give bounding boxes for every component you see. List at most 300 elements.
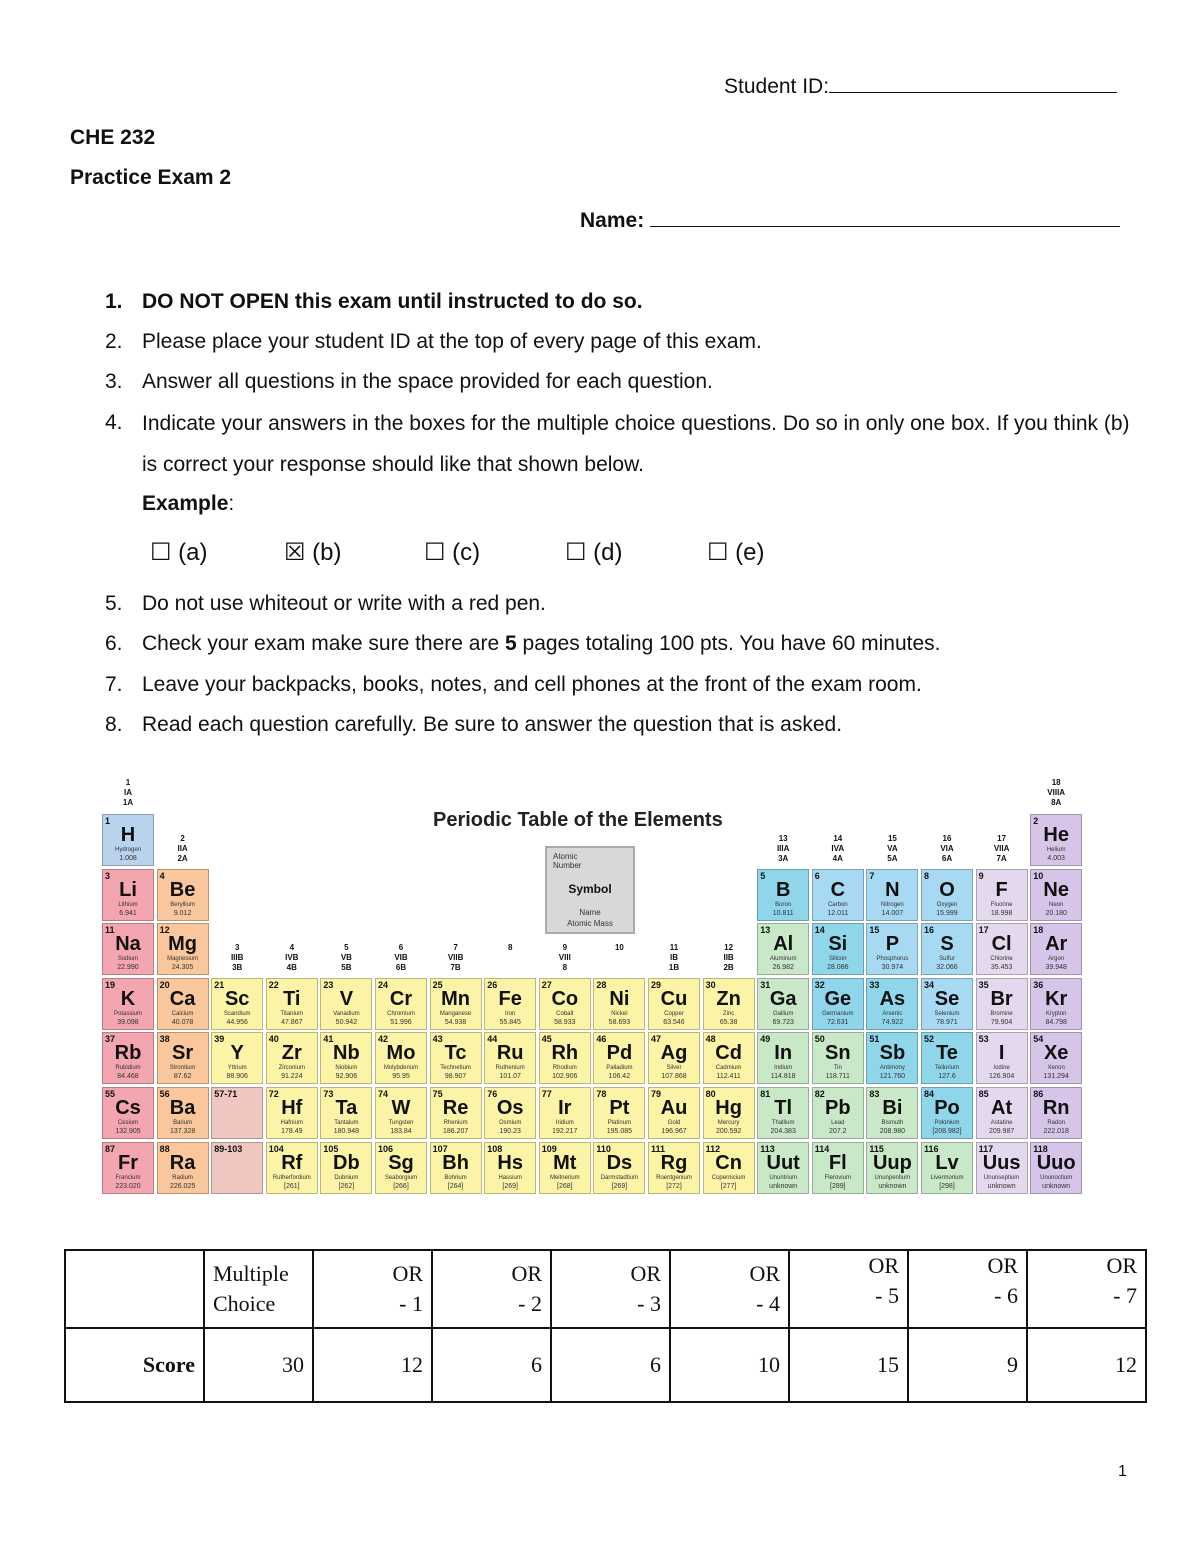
element-symbol: Mg bbox=[168, 933, 198, 956]
element-name: Magnesium bbox=[167, 956, 199, 963]
element-number: 24 bbox=[378, 979, 389, 990]
element-number: 48 bbox=[705, 1034, 716, 1045]
group-label bbox=[266, 943, 318, 973]
student-id-label: Student ID: bbox=[724, 75, 830, 98]
element-symbol: C bbox=[830, 878, 846, 901]
element-number: 41 bbox=[323, 1034, 334, 1045]
element-name: Selenium bbox=[934, 1010, 960, 1017]
element-name: Hydrogen bbox=[114, 847, 141, 853]
element-cell bbox=[866, 1142, 918, 1194]
element-cell bbox=[1030, 978, 1082, 1030]
group-label-line: 4 bbox=[289, 943, 295, 953]
element-number: 37 bbox=[105, 1034, 116, 1045]
element-name: Tungsten bbox=[388, 1120, 414, 1126]
element-mass: 10.811 bbox=[772, 909, 794, 917]
element-number: 19 bbox=[105, 979, 116, 990]
element-symbol: P bbox=[885, 933, 900, 956]
element-name: Cesium bbox=[117, 1120, 139, 1126]
element-mass: [261] bbox=[284, 1182, 300, 1190]
group-label-line: 2A bbox=[177, 854, 188, 863]
element-name: Potassium bbox=[113, 1010, 142, 1017]
group-label-line: 6 bbox=[398, 943, 404, 953]
element-cell bbox=[102, 814, 154, 866]
element-cell bbox=[593, 1087, 645, 1139]
legend-mass: Atomic Mass bbox=[567, 919, 613, 928]
element-cell bbox=[976, 869, 1028, 921]
element-mass: 39.098 bbox=[117, 1018, 139, 1026]
element-cell bbox=[757, 978, 809, 1030]
element-number: 4 bbox=[159, 870, 165, 881]
element-name: Fluorine bbox=[990, 901, 1013, 908]
element-mass: 74.922 bbox=[881, 1018, 904, 1026]
element-cell bbox=[102, 869, 154, 921]
element-symbol: Ag bbox=[660, 1042, 688, 1065]
example-choice-c: ☐ (c) bbox=[424, 539, 481, 566]
element-number: 77 bbox=[541, 1089, 552, 1099]
element-number: 80 bbox=[705, 1089, 716, 1099]
element-symbol: Ga bbox=[769, 987, 797, 1010]
group-label bbox=[703, 943, 755, 973]
element-symbol: Fl bbox=[828, 1151, 847, 1174]
element-mass: 200.592 bbox=[715, 1128, 742, 1135]
element-symbol: Hg bbox=[715, 1097, 742, 1119]
element-number: 25 bbox=[432, 979, 443, 990]
element-symbol: Ra bbox=[169, 1151, 196, 1174]
group-label bbox=[157, 834, 209, 864]
group-label-line: VIIA bbox=[993, 844, 1010, 853]
element-name: Niobium bbox=[335, 1065, 358, 1072]
periodic-table-legend bbox=[545, 846, 635, 934]
element-mass: 44.956 bbox=[226, 1018, 248, 1026]
element-name: Iron bbox=[505, 1010, 516, 1017]
element-cell bbox=[484, 1142, 536, 1194]
element-symbol: Db bbox=[333, 1151, 360, 1174]
element-name: Flerovium bbox=[824, 1174, 851, 1181]
element-symbol: Rf bbox=[281, 1151, 303, 1174]
group-label bbox=[102, 778, 154, 808]
element-name: Sodium bbox=[117, 956, 139, 963]
element-symbol: Te bbox=[936, 1042, 958, 1065]
element-symbol: Co bbox=[551, 987, 579, 1010]
element-number: 85 bbox=[978, 1089, 989, 1099]
element-cell bbox=[593, 1032, 645, 1084]
element-name: Calcium bbox=[171, 1010, 194, 1017]
group-label bbox=[648, 943, 700, 973]
element-symbol: Ne bbox=[1043, 878, 1069, 901]
element-cell bbox=[266, 1087, 318, 1139]
element-name: Lithium bbox=[118, 901, 138, 908]
element-cell bbox=[102, 923, 154, 975]
element-cell bbox=[539, 1087, 591, 1139]
element-symbol: Nb bbox=[333, 1042, 360, 1065]
group-label-line: 1B bbox=[668, 963, 680, 973]
group-label bbox=[1030, 778, 1082, 808]
element-name: Oxygen bbox=[936, 901, 958, 908]
element-number: 74 bbox=[378, 1089, 389, 1099]
element-mass: 32.066 bbox=[936, 964, 958, 972]
element-name: Dubnium bbox=[334, 1174, 359, 1181]
group-label-line: 4B bbox=[286, 963, 297, 973]
element-name: Radon bbox=[1047, 1120, 1066, 1126]
name-field[interactable] bbox=[650, 208, 1120, 227]
element-cell bbox=[703, 978, 755, 1030]
element-symbol: Ds bbox=[606, 1151, 633, 1174]
element-symbol: K bbox=[120, 987, 136, 1010]
group-label-line: IVA bbox=[831, 844, 845, 853]
element-cell bbox=[211, 1087, 263, 1139]
element-cell bbox=[757, 1032, 809, 1084]
element-cell bbox=[539, 978, 591, 1030]
element-symbol: Tl bbox=[774, 1097, 793, 1119]
course-code: CHE 232 bbox=[70, 126, 156, 149]
group-label-line: VIII bbox=[558, 953, 571, 963]
group-label-line: 12 bbox=[724, 943, 734, 953]
element-mass: 223.020 bbox=[115, 1182, 141, 1190]
element-number: 73 bbox=[323, 1089, 334, 1099]
group-label-line: VA bbox=[887, 844, 898, 853]
group-label bbox=[484, 943, 536, 953]
element-symbol: Uus bbox=[982, 1151, 1021, 1174]
group-label-line: 5A bbox=[887, 854, 898, 863]
element-name: Francium bbox=[115, 1174, 141, 1181]
element-symbol: Zn bbox=[716, 987, 741, 1010]
example-label: Example: bbox=[142, 492, 235, 515]
element-cell bbox=[757, 1142, 809, 1194]
group-label-line: 18 bbox=[1051, 778, 1061, 787]
element-cell bbox=[211, 1142, 263, 1194]
element-name: Rhenium bbox=[443, 1120, 468, 1126]
element-mass: 12.011 bbox=[827, 909, 849, 917]
element-name: Hassium bbox=[498, 1174, 522, 1181]
element-name: Darmstadtium bbox=[600, 1174, 639, 1181]
legend-name: Name bbox=[579, 908, 601, 917]
element-cell bbox=[484, 978, 536, 1030]
element-symbol: Pd bbox=[606, 1042, 633, 1065]
element-number: 104 bbox=[268, 1143, 284, 1154]
element-number: 23 bbox=[323, 979, 334, 990]
group-label-line: 2 bbox=[180, 834, 185, 843]
element-name: Xenon bbox=[1047, 1065, 1065, 1072]
score-header-or5: OR - 5 bbox=[789, 1250, 908, 1328]
element-number: 30 bbox=[705, 979, 716, 990]
element-mass: 63.546 bbox=[663, 1018, 685, 1026]
element-name: Boron bbox=[775, 901, 792, 908]
element-mass: 84.468 bbox=[117, 1073, 139, 1081]
element-cell bbox=[648, 1087, 700, 1139]
element-name: Germanium bbox=[822, 1010, 854, 1017]
element-name: Iridium bbox=[555, 1120, 574, 1126]
score-header-or3: OR - 3 bbox=[551, 1250, 670, 1328]
element-number: 2 bbox=[1033, 816, 1039, 826]
element-number: 117 bbox=[978, 1143, 994, 1154]
group-label-line: 14 bbox=[833, 834, 843, 843]
element-number: 83 bbox=[869, 1089, 880, 1099]
group-label-line: IVB bbox=[285, 953, 299, 963]
element-number: 47 bbox=[651, 1034, 662, 1045]
element-symbol: Bi bbox=[882, 1097, 903, 1119]
element-symbol: Bh bbox=[442, 1151, 469, 1174]
element-name: Krypton bbox=[1045, 1010, 1067, 1017]
element-name: Technetium bbox=[440, 1065, 471, 1072]
element-name: Scandium bbox=[223, 1010, 251, 1017]
element-symbol: Cn bbox=[715, 1151, 742, 1174]
element-cell bbox=[539, 1142, 591, 1194]
group-label-line: 6A bbox=[941, 854, 953, 863]
exam-title: Practice Exam 2 bbox=[70, 166, 232, 189]
element-name: Gallium bbox=[773, 1010, 794, 1017]
element-number: 3 bbox=[105, 870, 111, 881]
element-number: 22 bbox=[268, 979, 279, 990]
score-or1: 12 bbox=[313, 1328, 432, 1402]
element-mass: [269] bbox=[502, 1182, 518, 1190]
element-cell bbox=[539, 1032, 591, 1084]
element-number: 106 bbox=[378, 1143, 394, 1154]
element-mass: 118.711 bbox=[825, 1073, 850, 1081]
element-name: Zirconium bbox=[278, 1065, 305, 1072]
element-name: Beryllium bbox=[170, 901, 195, 908]
element-number: 43 bbox=[432, 1034, 443, 1045]
element-symbol: Zr bbox=[281, 1042, 302, 1065]
element-symbol: N bbox=[885, 878, 900, 901]
element-symbol: Sn bbox=[825, 1042, 851, 1065]
element-mass: 114.818 bbox=[770, 1073, 796, 1081]
element-mass: 204.383 bbox=[770, 1128, 796, 1135]
element-cell bbox=[812, 869, 864, 921]
score-mc: 30 bbox=[204, 1328, 313, 1402]
score-or2: 6 bbox=[432, 1328, 551, 1402]
element-name: Polonium bbox=[934, 1120, 960, 1126]
element-number: 84 bbox=[924, 1089, 935, 1099]
element-mass: 9.012 bbox=[173, 909, 192, 917]
element-cell bbox=[320, 1087, 372, 1139]
element-number: 50 bbox=[814, 1034, 825, 1045]
group-label bbox=[976, 834, 1028, 864]
element-mass: 121.760 bbox=[879, 1073, 906, 1081]
element-mass: 28.086 bbox=[827, 964, 849, 972]
score-table bbox=[64, 1249, 1147, 1403]
element-mass: [298] bbox=[939, 1182, 955, 1190]
element-name: Bohrium bbox=[444, 1174, 467, 1181]
element-mass: 107.868 bbox=[661, 1073, 687, 1081]
group-label-line: IIA bbox=[177, 844, 188, 853]
element-mass: 55.845 bbox=[499, 1018, 521, 1026]
element-name: Rubidium bbox=[115, 1065, 141, 1072]
score-header-or1: OR - 1 bbox=[313, 1250, 432, 1328]
element-name: Carbon bbox=[827, 901, 848, 908]
example-choice-b: ☒ (b) bbox=[284, 539, 342, 566]
element-cell bbox=[976, 1087, 1028, 1139]
element-number: 111 bbox=[651, 1143, 666, 1154]
element-number: 81 bbox=[760, 1089, 771, 1099]
element-mass: 51.996 bbox=[390, 1018, 412, 1026]
element-symbol: V bbox=[339, 987, 354, 1010]
element-number: 42 bbox=[378, 1034, 389, 1045]
element-mass: 20.180 bbox=[1045, 909, 1067, 917]
element-number: 38 bbox=[159, 1034, 170, 1045]
element-symbol: Kr bbox=[1045, 987, 1068, 1010]
element-symbol: Po bbox=[934, 1097, 960, 1119]
element-mass: 183.84 bbox=[390, 1128, 412, 1135]
element-symbol: Cs bbox=[115, 1097, 141, 1119]
element-number: 27 bbox=[541, 979, 552, 990]
group-label-line: 3A bbox=[778, 854, 789, 863]
element-symbol: Sr bbox=[172, 1042, 194, 1065]
element-symbol: Mo bbox=[386, 1042, 416, 1065]
element-number: 28 bbox=[596, 979, 607, 990]
element-cell bbox=[593, 1142, 645, 1194]
element-number: 113 bbox=[760, 1143, 775, 1154]
element-name: Cadmium bbox=[715, 1065, 742, 1072]
element-mass: 14.007 bbox=[881, 909, 904, 917]
element-mass: 127.6 bbox=[938, 1073, 956, 1081]
element-symbol: Sc bbox=[224, 987, 250, 1010]
element-mass: 22.990 bbox=[117, 964, 139, 972]
element-mass: 112.411 bbox=[716, 1073, 741, 1081]
element-symbol: B bbox=[775, 878, 791, 901]
element-cell bbox=[921, 1087, 973, 1139]
element-name: Astatine bbox=[990, 1120, 1013, 1126]
group-label-line: IB bbox=[670, 953, 678, 963]
element-cell bbox=[648, 1142, 700, 1194]
element-name: Phosphorus bbox=[876, 956, 909, 963]
element-cell bbox=[757, 923, 809, 975]
element-cell bbox=[102, 978, 154, 1030]
element-number: 89-103 bbox=[214, 1143, 243, 1154]
group-label-line: 6B bbox=[395, 963, 407, 973]
element-mass: [269] bbox=[611, 1182, 628, 1190]
element-number: 46 bbox=[596, 1034, 607, 1045]
group-label-line: IIB bbox=[723, 953, 734, 963]
element-symbol: Be bbox=[169, 878, 196, 901]
element-cell bbox=[812, 1032, 864, 1084]
element-cell bbox=[320, 978, 372, 1030]
element-symbol: Pt bbox=[609, 1097, 630, 1119]
element-number: 55 bbox=[105, 1089, 116, 1099]
group-label-line: 8A bbox=[1051, 798, 1062, 807]
element-number: 36 bbox=[1033, 979, 1044, 990]
element-name: Meitnerium bbox=[549, 1174, 580, 1181]
group-label bbox=[320, 943, 372, 973]
element-mass: 30.974 bbox=[881, 964, 904, 972]
element-cell bbox=[157, 923, 209, 975]
element-cell bbox=[1030, 1087, 1082, 1139]
group-label bbox=[921, 834, 973, 864]
group-label-line: VIA bbox=[940, 844, 954, 853]
element-symbol: He bbox=[1043, 824, 1069, 846]
element-cell bbox=[484, 1087, 536, 1139]
element-name: Iodine bbox=[993, 1065, 1010, 1072]
element-name: Ununseptium bbox=[983, 1174, 1020, 1181]
element-symbol: Ge bbox=[824, 987, 852, 1010]
score-or5: 15 bbox=[789, 1328, 908, 1402]
element-number: 18 bbox=[1033, 925, 1044, 936]
periodic-table bbox=[100, 778, 1084, 1196]
student-id-field[interactable] bbox=[829, 74, 1117, 93]
element-mass: 15.999 bbox=[936, 909, 958, 917]
element-number: 14 bbox=[814, 925, 825, 936]
element-symbol: Hf bbox=[281, 1097, 303, 1119]
element-name: Mercury bbox=[717, 1120, 740, 1126]
element-mass: 126.904 bbox=[988, 1073, 1015, 1081]
element-name: Ununtrium bbox=[769, 1174, 798, 1181]
element-number: 75 bbox=[432, 1089, 443, 1099]
element-mass: 178.49 bbox=[281, 1128, 303, 1135]
element-symbol: Ru bbox=[496, 1042, 524, 1065]
element-name: Sulfur bbox=[939, 956, 955, 963]
group-label-line: 13 bbox=[778, 834, 788, 843]
score-header-mc: Multiple Choice bbox=[204, 1250, 313, 1328]
element-name: Argon bbox=[1048, 956, 1065, 963]
element-name: Copernicium bbox=[711, 1174, 746, 1181]
element-name: Aluminum bbox=[769, 956, 797, 963]
group-label-line: 7 bbox=[453, 943, 458, 953]
element-number: 54 bbox=[1033, 1034, 1044, 1045]
element-cell bbox=[430, 1142, 482, 1194]
element-cell bbox=[157, 1087, 209, 1139]
element-mass: 26.982 bbox=[772, 964, 794, 972]
group-label-line: 3B bbox=[232, 963, 243, 973]
element-mass: [266] bbox=[393, 1182, 409, 1190]
element-symbol: Cr bbox=[389, 987, 413, 1010]
element-mass: 207.2 bbox=[829, 1128, 847, 1135]
element-mass: 186.207 bbox=[442, 1128, 469, 1135]
element-cell bbox=[211, 1032, 263, 1084]
name-line bbox=[580, 208, 1120, 233]
element-mass: 95.95 bbox=[392, 1073, 410, 1081]
element-symbol: As bbox=[879, 987, 906, 1010]
group-label bbox=[757, 834, 809, 864]
element-number: 110 bbox=[596, 1143, 611, 1154]
element-name: Yttrium bbox=[227, 1065, 247, 1072]
element-name: Ununoctium bbox=[1040, 1174, 1073, 1181]
element-cell bbox=[157, 1142, 209, 1194]
element-name: Manganese bbox=[439, 1010, 472, 1017]
group-label-line: 8 bbox=[562, 963, 568, 973]
element-symbol: Rg bbox=[660, 1151, 688, 1174]
element-symbol: S bbox=[940, 933, 954, 956]
group-label-line: 10 bbox=[614, 943, 624, 953]
element-number: 33 bbox=[869, 979, 880, 990]
group-label-line: 4A bbox=[832, 854, 843, 863]
element-cell bbox=[812, 1087, 864, 1139]
element-mass: [289] bbox=[830, 1182, 846, 1190]
element-name: Palladium bbox=[606, 1065, 633, 1072]
element-cell bbox=[266, 1142, 318, 1194]
element-cell bbox=[1030, 923, 1082, 975]
group-label-line: IA bbox=[124, 788, 132, 797]
element-number: 53 bbox=[978, 1034, 989, 1045]
score-header-or2: OR - 2 bbox=[432, 1250, 551, 1328]
element-mass: 6.941 bbox=[119, 909, 137, 917]
element-mass: 101.07 bbox=[499, 1073, 521, 1081]
element-mass: [208.982] bbox=[932, 1128, 962, 1135]
element-mass: [272] bbox=[666, 1182, 682, 1190]
element-cell bbox=[102, 1087, 154, 1139]
element-cell bbox=[648, 978, 700, 1030]
element-number: 44 bbox=[487, 1034, 498, 1045]
element-number: 8 bbox=[924, 870, 930, 881]
element-mass: 47.867 bbox=[281, 1018, 303, 1026]
score-or3: 6 bbox=[551, 1328, 670, 1402]
element-number: 40 bbox=[268, 1034, 279, 1045]
element-name: Cobalt bbox=[556, 1010, 574, 1017]
element-cell bbox=[102, 1142, 154, 1194]
element-cell bbox=[1030, 814, 1082, 866]
element-symbol: Re bbox=[442, 1097, 469, 1119]
element-cell bbox=[976, 923, 1028, 975]
element-symbol: O bbox=[939, 878, 955, 901]
element-symbol: Ca bbox=[169, 987, 196, 1010]
